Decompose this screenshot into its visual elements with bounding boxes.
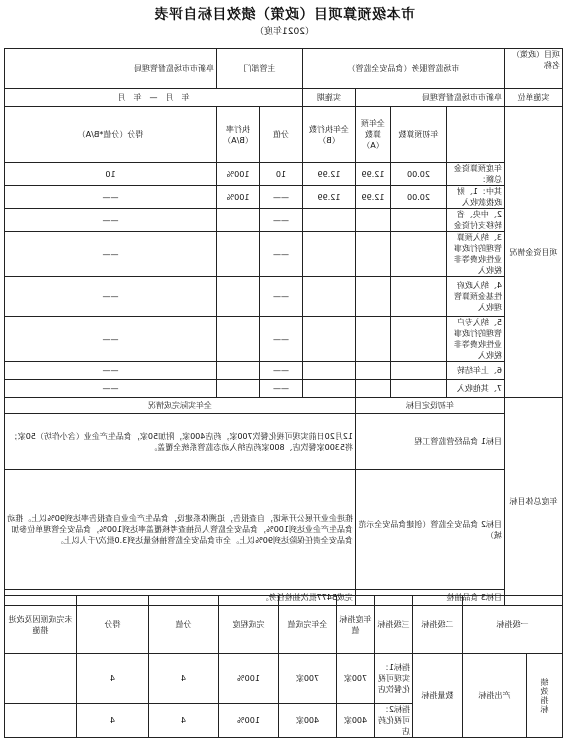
funds-cell (391, 317, 447, 362)
funds-cell (391, 380, 447, 398)
dept-label: 主管部门 (217, 49, 303, 89)
funds-cell: 20.00 (391, 163, 447, 186)
funds-cell: 12.99 (356, 163, 391, 186)
funds-row (5, 380, 563, 398)
funds-cell: —— (260, 232, 303, 277)
page-subtitle: （2021年度） (255, 27, 314, 37)
funds-cell (217, 380, 260, 398)
perf-col-reason: 未完成原因及改进措施 (5, 596, 77, 654)
goal-planned: 目标3 食品抽检 (356, 590, 505, 606)
perf-indicator: 指标1：实现可视化餐饮店 (375, 654, 413, 704)
funds-cell: —— (5, 362, 217, 380)
funds-cell: —— (5, 232, 217, 277)
perf-col-points: 分值 (149, 596, 219, 654)
goals-section-label: 年度总体目标 (505, 398, 563, 606)
dept-name: 阜新市市场监督管理局 (5, 49, 217, 89)
impl-name: 阜新市市场监督管理局 (356, 89, 505, 107)
goal-planned: 目标2 食品安全监管（创建食品安全示范城） (356, 470, 505, 590)
funds-cell: —— (5, 380, 217, 398)
funds-cell: 20.00 (391, 186, 447, 209)
funds-cell: 12.99 (303, 163, 356, 186)
perf-level2: 数量指标 (413, 654, 463, 738)
project-label: 项目（政策）名称 (505, 49, 563, 89)
col-execution-rate: 执行率（B/A） (217, 107, 260, 163)
funds-cell: —— (5, 317, 217, 362)
funds-cell: —— (5, 277, 217, 317)
funds-cell: —— (5, 186, 217, 209)
main-table (4, 48, 563, 606)
funds-cell (303, 232, 356, 277)
funds-row-label: 3、纳入预算管理的行政事业性收费等非税收入 (447, 232, 505, 277)
perf-col-level1: 一级指标 (463, 596, 563, 654)
col-annual-budget: 全年预算数（A） (356, 107, 391, 163)
funds-cell (217, 317, 260, 362)
funds-cell (391, 362, 447, 380)
funds-cell (356, 362, 391, 380)
funds-cell (391, 209, 447, 232)
goal-row (5, 414, 563, 470)
perf-header-row (5, 596, 563, 654)
perf-degree: 100% (219, 704, 279, 738)
perf-indicator: 指标2：可视化药店 (375, 704, 413, 738)
funds-cell (391, 277, 447, 317)
funds-row (5, 209, 563, 232)
funds-cell (303, 362, 356, 380)
funds-row (5, 362, 563, 380)
page-title: 市本级预算项目（政策）绩效目标自评表 (154, 7, 415, 23)
perf-actual: 700家 (279, 654, 337, 704)
perf-row (5, 654, 563, 704)
perf-target: 700家 (337, 654, 375, 704)
funds-row-label: 年度预算资金总额： (447, 163, 505, 186)
funds-row-label: 4、纳入政府性基金预算管理收入 (447, 277, 505, 317)
funds-row (5, 186, 563, 209)
goals-col-actual: 全年实际完成情况 (5, 398, 356, 414)
perf-col-level3: 三级指标 (375, 596, 413, 654)
goal-actual: 完成5477批次抽检任务。 (5, 590, 356, 606)
funds-cell: 12.99 (303, 186, 356, 209)
funds-section-label: 项目资金情况 (505, 107, 563, 398)
perf-col-degree: 完成程度 (219, 596, 279, 654)
goal-row (5, 470, 563, 590)
perf-actual: 400家 (279, 704, 337, 738)
perf-reason (5, 654, 77, 704)
funds-cell (217, 277, 260, 317)
goals-col-planned: 年初设定目标 (356, 398, 505, 414)
funds-row-label: 其中：1、财政拨款收入 (447, 186, 505, 209)
goal-actual: 12月20日前实现可视化餐饮700家，药店400家，附加50家，食品生产企业（含小作坊）50家；将5300家餐饮店、800家药店纳入动态监管系统全覆盖。 (5, 414, 356, 470)
perf-score: 4 (77, 704, 149, 738)
funds-cell (303, 317, 356, 362)
funds-header-row (5, 107, 563, 163)
funds-row (5, 163, 563, 186)
funds-row (5, 317, 563, 362)
perf-points: 4 (149, 704, 219, 738)
funds-cell (217, 209, 260, 232)
perf-col-score: 得分 (77, 596, 149, 654)
funds-row-label: 7、其他收入 (447, 380, 505, 398)
funds-cell: —— (5, 209, 217, 232)
funds-row (5, 232, 563, 277)
funds-cell: —— (260, 317, 303, 362)
funds-cell (217, 232, 260, 277)
funds-cell: 10 (5, 163, 217, 186)
funds-cell (303, 277, 356, 317)
perf-level1: 绩效指标 (527, 654, 563, 738)
funds-cell: —— (260, 362, 303, 380)
funds-cell: 10 (260, 163, 303, 186)
funds-cell: 100% (217, 186, 260, 209)
project-name: 市场监管服务（食品安全监管） (303, 49, 505, 89)
impl-label: 实施单位 (505, 89, 563, 107)
col-score: 得分（分值*B/A） (5, 107, 217, 163)
funds-cell (391, 232, 447, 277)
col-annual-executed: 全年执行数（B） (303, 107, 356, 163)
perf-degree: 100% (219, 654, 279, 704)
funds-cell: —— (260, 380, 303, 398)
perf-points: 4 (149, 654, 219, 704)
funds-blank-header (447, 107, 505, 163)
funds-cell: —— (260, 277, 303, 317)
goals-header-row (5, 398, 563, 414)
col-points: 分值 (260, 107, 303, 163)
funds-cell: 12.99 (356, 186, 391, 209)
period-label: 实施期 (303, 89, 356, 107)
perf-target: 400家 (337, 704, 375, 738)
funds-row (5, 277, 563, 317)
perf-col-level2: 二级指标 (413, 596, 463, 654)
funds-cell (356, 277, 391, 317)
funds-row-label: 5、纳入专户管理的行政事业性收费等非税收入 (447, 317, 505, 362)
header-row-impl (5, 89, 563, 107)
perf-col-target: 年度指标值 (337, 596, 375, 654)
funds-cell: —— (260, 186, 303, 209)
performance-table (4, 595, 563, 738)
perf-level1b: 产出指标 (463, 654, 527, 738)
perf-col-actual: 全年完成值 (279, 596, 337, 654)
funds-row-label: 6、上年结转 (447, 362, 505, 380)
col-initial-budget: 年初预算数 (391, 107, 447, 163)
funds-cell: 100% (217, 163, 260, 186)
header-row-project (5, 49, 563, 89)
funds-cell (356, 232, 391, 277)
goal-actual: 推进企业开展公开承诺，自查报告，追溯体系建设，食品生产企业自查报告率达到90%以上。推动食品生产企业达到100%，食品安全监管人员抽查考核覆盖率达到100%，食品安全管理单位参加食品安全责任保险达到90%以上。全市食品安全监管抽检量达到3.0批次/千人以上。 (5, 470, 356, 590)
goal-planned: 目标1 食品经营监管工程 (356, 414, 505, 470)
funds-cell: —— (260, 209, 303, 232)
period-value: 年 月 — 年 月 (5, 89, 303, 107)
funds-cell (217, 362, 260, 380)
funds-row-label: 2、中央、省转移支付资金 (447, 209, 505, 232)
funds-cell (303, 209, 356, 232)
funds-cell (356, 209, 391, 232)
funds-cell (356, 317, 391, 362)
funds-cell (356, 380, 391, 398)
perf-reason (5, 704, 77, 738)
funds-cell (303, 380, 356, 398)
perf-score: 4 (77, 654, 149, 704)
